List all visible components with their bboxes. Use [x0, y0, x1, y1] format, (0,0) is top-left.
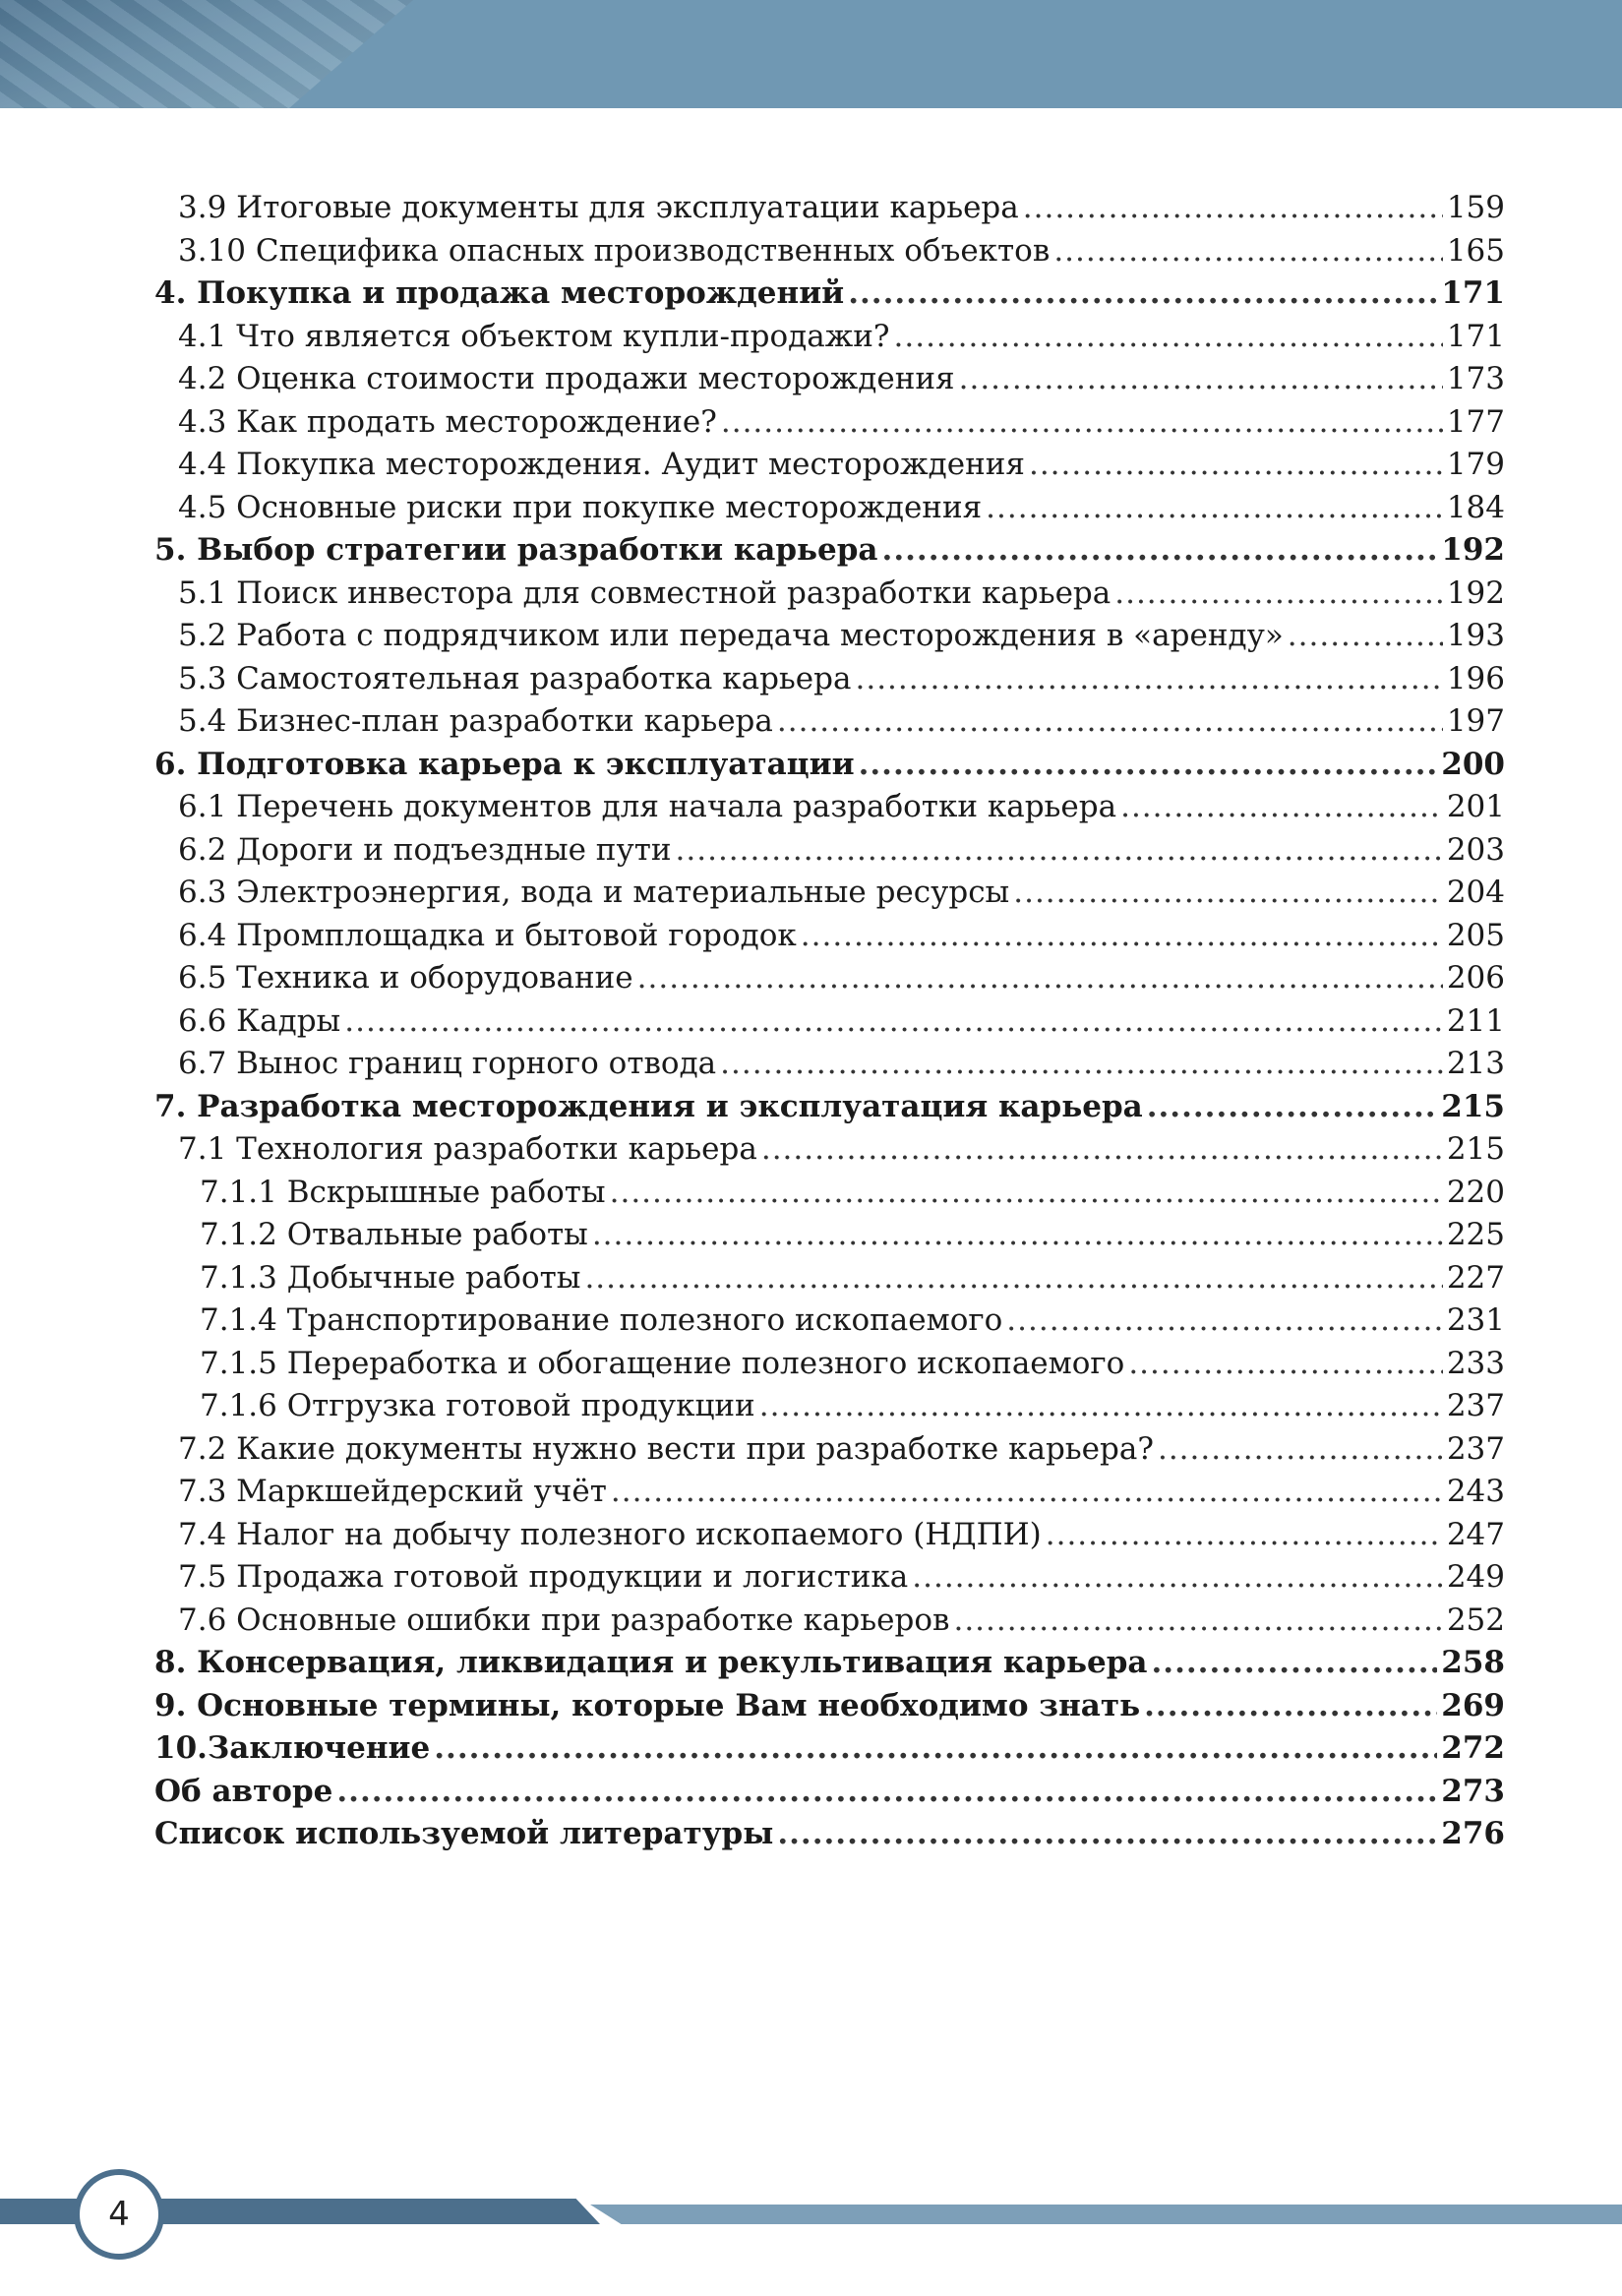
toc-entry-title: 6.4 Промплощадка и бытовой городок — [178, 917, 797, 953]
toc-entry[interactable] — [154, 957, 1505, 1000]
toc-entry-title: 7.6 Основные ошибки при разработке карьеров — [178, 1601, 950, 1638]
toc-entry-title: 5.3 Самостоятельная разработка карьера — [178, 660, 852, 696]
toc-entry[interactable] — [154, 1172, 1505, 1215]
toc-entry-page: 258 — [1441, 1645, 1505, 1680]
toc-entry[interactable] — [154, 1685, 1505, 1728]
toc-entry[interactable] — [154, 187, 1505, 230]
toc-entry-title: 6.1 Перечень документов для начала разработки карьера — [178, 789, 1117, 824]
toc-leader-dots — [986, 487, 1443, 530]
table-of-contents — [154, 187, 1505, 1856]
toc-leader-dots — [611, 1471, 1443, 1514]
toc-entry-title: 3.9 Итоговые документы для эксплуатации карьера — [178, 190, 1019, 225]
toc-entry-title: 7.4 Налог на добычу полезного ископаемого (НДПИ) — [178, 1516, 1042, 1552]
toc-leader-dots — [1288, 615, 1443, 658]
toc-entry-page: 211 — [1446, 1002, 1505, 1039]
toc-leader-dots — [912, 1556, 1443, 1600]
toc-entry-title: 6.6 Кадры — [178, 1002, 341, 1039]
toc-leader-dots — [1023, 187, 1443, 230]
toc-leader-dots — [777, 700, 1443, 744]
toc-entry-page: 200 — [1441, 746, 1505, 782]
toc-entry[interactable] — [154, 1128, 1505, 1172]
toc-entry[interactable] — [154, 615, 1505, 658]
toc-entry[interactable] — [154, 573, 1505, 616]
toc-entry[interactable] — [154, 1257, 1505, 1300]
toc-entry[interactable] — [154, 1000, 1505, 1044]
toc-entry-title: 6.2 Дороги и подъездные пути — [178, 831, 672, 868]
toc-entry-page: 269 — [1441, 1687, 1505, 1723]
page-number: 4 — [74, 2169, 164, 2260]
toc-leader-dots — [676, 829, 1443, 873]
toc-entry[interactable] — [154, 1385, 1505, 1428]
toc-entry-page: 273 — [1441, 1773, 1505, 1809]
toc-leader-dots — [434, 1727, 1437, 1771]
toc-entry[interactable] — [154, 1727, 1505, 1771]
toc-entry-title: 7.2 Какие документы нужно вести при разработке карьера? — [178, 1430, 1154, 1467]
toc-entry-page: 192 — [1441, 532, 1505, 568]
toc-entry[interactable] — [154, 915, 1505, 958]
toc-entry-page: 192 — [1446, 574, 1505, 611]
toc-leader-dots — [584, 1257, 1442, 1300]
toc-entry-title: 7.1 Технология разработки карьера — [178, 1131, 757, 1167]
toc-entry-page: 165 — [1446, 232, 1505, 269]
toc-entry-page: 205 — [1446, 917, 1505, 953]
toc-leader-dots — [777, 1813, 1437, 1856]
toc-entry-page: 237 — [1446, 1388, 1505, 1423]
toc-leader-dots — [1053, 230, 1443, 273]
toc-entry-page: 159 — [1446, 190, 1505, 225]
toc-leader-dots — [848, 272, 1437, 316]
toc-entry-page: 249 — [1446, 1559, 1505, 1595]
toc-entry-page: 231 — [1446, 1302, 1505, 1338]
toc-entry[interactable] — [154, 358, 1505, 401]
toc-entry-page: 171 — [1446, 318, 1505, 354]
toc-leader-dots — [859, 744, 1438, 787]
toc-entry-page: 173 — [1446, 361, 1505, 396]
toc-leader-dots — [759, 1385, 1443, 1428]
toc-entry[interactable] — [154, 272, 1505, 316]
toc-entry-title: 7.1.1 Вскрышные работы — [200, 1174, 606, 1210]
toc-leader-dots — [721, 401, 1443, 445]
toc-entry[interactable] — [154, 316, 1505, 359]
toc-entry-title: 4. Покупка и продажа месторождений — [154, 275, 845, 311]
toc-entry-title: 6.3 Электроэнергия, вода и материальные ресурсы — [178, 875, 1010, 910]
toc-entry-page: 220 — [1446, 1174, 1505, 1210]
toc-entry-page: 179 — [1446, 447, 1505, 482]
toc-leader-dots — [1120, 786, 1443, 829]
toc-entry-page: 227 — [1446, 1259, 1505, 1296]
toc-entry-page: 276 — [1441, 1816, 1505, 1851]
toc-leader-dots — [894, 316, 1443, 359]
toc-leader-dots — [637, 957, 1443, 1000]
toc-entry-page: 272 — [1441, 1730, 1505, 1766]
toc-entry-title: 5. Выбор стратегии разработки карьера — [154, 532, 878, 568]
toc-entry-title: 7.1.5 Переработка и обогащение полезного ископаемого — [200, 1345, 1125, 1381]
toc-entry-page: 171 — [1441, 275, 1505, 311]
toc-entry-page: 243 — [1446, 1474, 1505, 1509]
toc-entry[interactable] — [154, 1343, 1505, 1386]
toc-entry-title: 9. Основные термины, которые Вам необходимо знать — [154, 1687, 1141, 1723]
toc-entry-title: 5.4 Бизнес-план разработки карьера — [178, 703, 773, 739]
toc-leader-dots — [1152, 1642, 1438, 1685]
toc-entry-page: 215 — [1446, 1131, 1505, 1167]
toc-entry-page: 247 — [1446, 1516, 1505, 1552]
toc-entry[interactable] — [154, 1600, 1505, 1643]
toc-leader-dots — [720, 1043, 1443, 1086]
toc-entry-page: 213 — [1446, 1046, 1505, 1081]
toc-leader-dots — [336, 1771, 1437, 1814]
toc-entry-title: 7.1.2 Отвальные работы — [200, 1217, 588, 1252]
toc-entry-title: 7.3 Маркшейдерский учёт — [178, 1474, 607, 1509]
toc-entry[interactable] — [154, 829, 1505, 873]
toc-entry-title: 3.10 Специфика опасных производственных объектов — [178, 232, 1051, 269]
toc-entry-page: 184 — [1446, 489, 1505, 525]
toc-leader-dots — [1158, 1428, 1443, 1472]
toc-entry-title: 7.1.6 Отгрузка готовой продукции — [200, 1388, 755, 1423]
toc-entry[interactable] — [154, 1043, 1505, 1086]
toc-leader-dots — [1013, 872, 1443, 915]
toc-entry-title: 4.1 Что является объектом купли-продажи? — [178, 318, 890, 354]
toc-leader-dots — [1006, 1299, 1443, 1343]
toc-entry-page: 206 — [1446, 960, 1505, 996]
toc-entry-page: 201 — [1446, 789, 1505, 824]
toc-entry[interactable] — [154, 444, 1505, 487]
toc-entry-title: 4.4 Покупка месторождения. Аудит месторождения — [178, 447, 1025, 482]
toc-leader-dots — [882, 529, 1438, 573]
toc-entry[interactable] — [154, 1642, 1505, 1685]
toc-leader-dots — [801, 915, 1443, 958]
toc-entry-title: Список используемой литературы — [154, 1816, 774, 1851]
toc-entry-title: 7.5 Продажа готовой продукции и логистика — [178, 1559, 909, 1595]
toc-leader-dots — [1128, 1343, 1443, 1386]
toc-entry[interactable] — [154, 700, 1505, 744]
toc-leader-dots — [1046, 1514, 1443, 1557]
toc-leader-dots — [610, 1172, 1443, 1215]
toc-entry-title: 7.1.4 Транспортирование полезного ископаемого — [200, 1302, 1003, 1338]
toc-entry[interactable] — [154, 1771, 1505, 1814]
toc-entry[interactable] — [154, 401, 1505, 445]
toc-entry-title: 8. Консервация, ликвидация и рекультивация карьера — [154, 1645, 1148, 1680]
toc-entry-page: 233 — [1446, 1345, 1505, 1381]
toc-leader-dots — [1029, 444, 1443, 487]
toc-entry-title: 7.1.3 Добычные работы — [200, 1259, 581, 1296]
toc-leader-dots — [1144, 1685, 1437, 1728]
toc-entry-title: 5.1 Поиск инвестора для совместной разработки карьера — [178, 574, 1111, 611]
toc-entry-page: 204 — [1446, 875, 1505, 910]
toc-entry-title: 4.2 Оценка стоимости продажи месторождения — [178, 361, 955, 396]
toc-entry[interactable] — [154, 1813, 1505, 1856]
toc-entry[interactable] — [154, 1299, 1505, 1343]
toc-entry[interactable] — [154, 1556, 1505, 1600]
toc-entry[interactable] — [154, 786, 1505, 829]
toc-leader-dots — [1147, 1086, 1438, 1129]
toc-entry[interactable] — [154, 744, 1505, 787]
toc-entry-title: 5.2 Работа с подрядчиком или передача месторождения в «аренду» — [178, 618, 1284, 653]
toc-leader-dots — [953, 1600, 1442, 1643]
toc-entry[interactable] — [154, 1514, 1505, 1557]
toc-leader-dots — [959, 358, 1443, 401]
toc-entry-title: 7. Разработка месторождения и эксплуатация карьера — [154, 1088, 1143, 1124]
toc-entry-title: 4.5 Основные риски при покупке месторождения — [178, 489, 983, 525]
toc-entry-page: 225 — [1446, 1217, 1505, 1252]
toc-entry[interactable] — [154, 487, 1505, 530]
toc-entry-title: 10.Заключение — [154, 1730, 431, 1766]
toc-entry-page: 203 — [1446, 831, 1505, 868]
toc-leader-dots — [1114, 573, 1443, 616]
toc-entry-page: 197 — [1446, 703, 1505, 739]
toc-leader-dots — [855, 658, 1442, 701]
toc-entry-page: 177 — [1446, 403, 1505, 440]
toc-leader-dots — [761, 1128, 1443, 1172]
toc-entry-page: 237 — [1446, 1430, 1505, 1467]
toc-entry-title: 4.3 Как продать месторождение? — [178, 403, 717, 440]
toc-entry[interactable] — [154, 1471, 1505, 1514]
toc-entry[interactable] — [154, 658, 1505, 701]
toc-entry[interactable] — [154, 1428, 1505, 1472]
toc-entry[interactable] — [154, 872, 1505, 915]
toc-leader-dots — [592, 1214, 1443, 1257]
toc-entry-title: 6.5 Техника и оборудование — [178, 960, 633, 996]
toc-entry-page: 215 — [1441, 1088, 1505, 1124]
toc-entry-page: 193 — [1446, 618, 1505, 653]
toc-entry-title: 6. Подготовка карьера к эксплуатации — [154, 746, 855, 782]
toc-entry-title: 6.7 Вынос границ горного отвода — [178, 1046, 717, 1081]
toc-entry-page: 196 — [1446, 660, 1505, 696]
footer-band-light — [590, 2205, 1622, 2224]
toc-entry[interactable] — [154, 529, 1505, 573]
toc-entry[interactable] — [154, 230, 1505, 273]
toc-entry-page: 252 — [1446, 1601, 1505, 1638]
toc-entry[interactable] — [154, 1214, 1505, 1257]
toc-entry[interactable] — [154, 1086, 1505, 1129]
toc-leader-dots — [344, 1000, 1443, 1044]
toc-entry-title: Об авторе — [154, 1773, 333, 1809]
